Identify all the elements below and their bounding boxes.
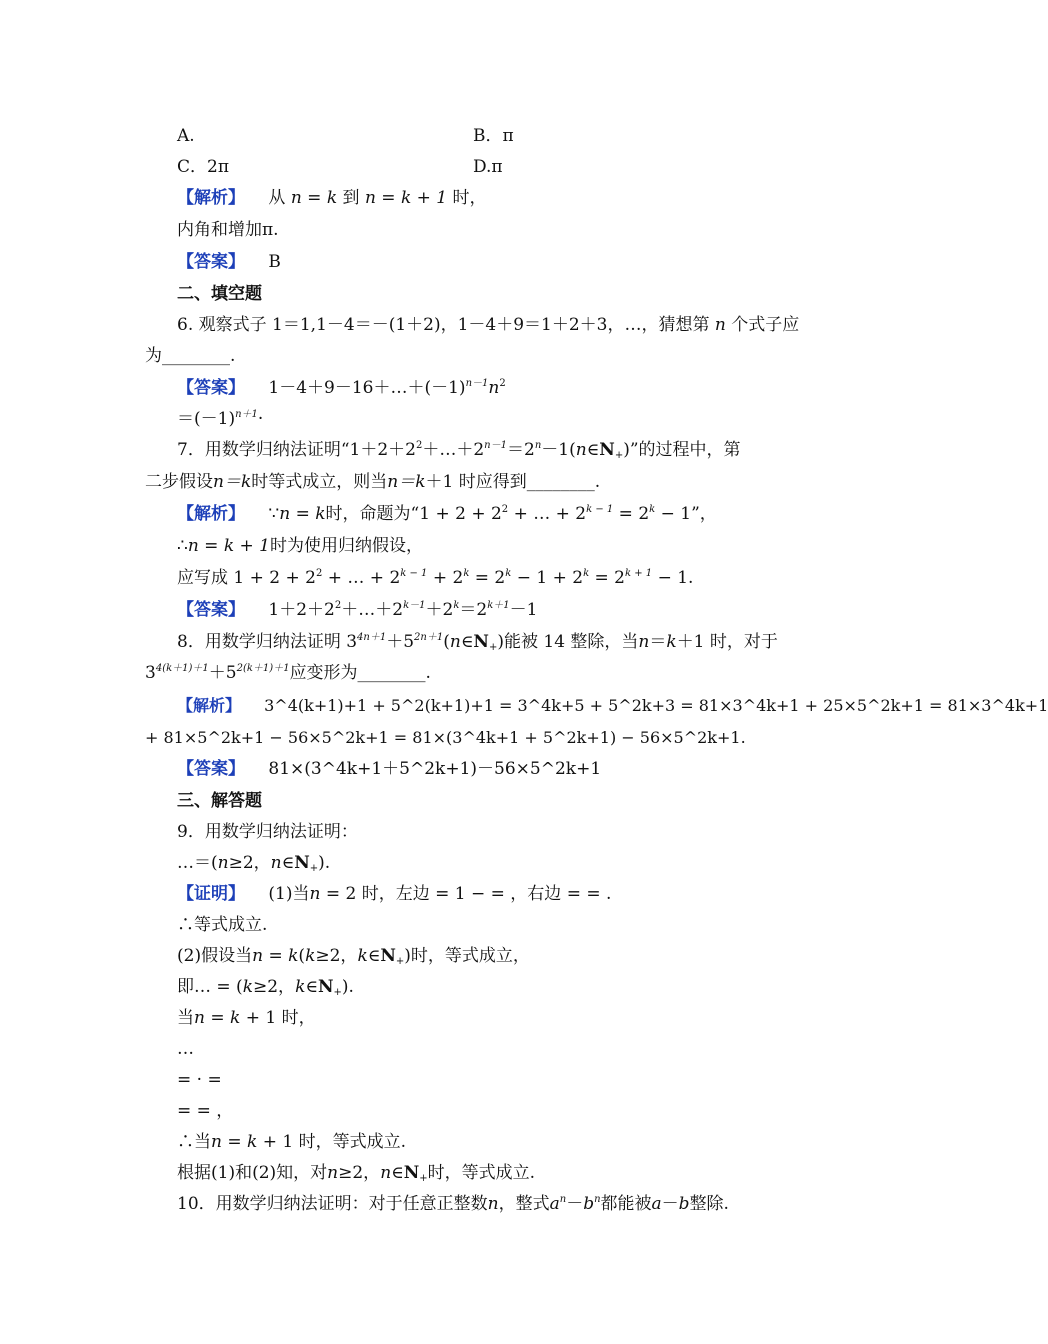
analysis-tag: 【解析】 (177, 504, 245, 524)
option-a: A. (177, 126, 195, 146)
option-c: C．2π (177, 157, 229, 177)
q9-proof-line10: 根据(1)和(2)知，对n≥2，$n\in N_+$时，等式成立. (177, 1163, 536, 1184)
q9-proof-line1: 【证明】 (1)当n = 2 时，左边 = 1 − = ，右边 = = . (177, 884, 612, 904)
q9-proof-line9: ∴当n = k + 1 时，等式成立. (177, 1132, 407, 1152)
q8-analysis-line: 【解析】 3^4(k+1)+1 + 5^2(k+1)+1 = 3^4k+5 + 5^2k+3 = 81×3^4k+1 + 25×5^2k+1 = 81×3^4k+1 (177, 696, 1048, 715)
q5-answer-line: 【答案】 B (177, 252, 281, 272)
analysis-tag: 【解析】 (177, 188, 245, 208)
q9-proof-line5: 当n = k + 1 时， (177, 1008, 316, 1028)
q10-stem: 10．用数学归纳法证明：对于任意正整数n，整式$a^n-b^n$都能被a－b整除. (177, 1194, 729, 1214)
q8-answer-line: 【答案】 81×(3^4k+1＋5^2k+1)－56×5^2k+1 (177, 759, 602, 779)
section-heading-solutions: 三、解答题 (177, 791, 262, 811)
q9-proof-line6: … (177, 1039, 194, 1059)
q9-stem-line2: …＝(n≥2，$n\in N_+$). (177, 853, 331, 874)
q8-stem-line2: $3^{4(k+1)+1}+5^{2(k+1)+1}$应变形为________. (145, 663, 431, 683)
q6-stem-line2: 为________. (145, 346, 236, 366)
q6-stem: 6. 观察式子 1＝1,1－4＝－(1＋2)，1－4＋9＝1＋2＋3，…，猜想第 n 个式子应 (177, 315, 800, 335)
proof-tag: 【证明】 (177, 884, 245, 904)
q9-stem: 9．用数学归纳法证明： (177, 822, 358, 842)
q5-analysis-line2: 内角和增加π. (177, 220, 279, 240)
q9-proof-line8: = = ， (177, 1101, 234, 1121)
q7-analysis-line: 【解析】 ∵n = k时，命题为“$1 + 2 + 2^2$ + … + $2^{k - 1} = 2^k - 1$”， (177, 504, 717, 524)
q8-analysis-line2: + 81×5^2k+1 − 56×5^2k+1 = 81×(3^4k+1 + 5^2k+1) − 56×5^2k+1. (145, 728, 746, 747)
option-d: D.π (473, 157, 503, 177)
answer-tag: 【答案】 (177, 252, 245, 272)
q7-stem-line2: 二步假设n＝k时等式成立，则当n＝k＋1 时应得到________. (145, 472, 601, 492)
q9-proof-line4: 即… = (k≥2，$k\in N_+$). (177, 977, 354, 998)
q7-answer-line: 【答案】 $1+2+2^2+\dots+2^{k-1}+2^k=2^{k+1}-1$ (177, 600, 538, 620)
answer-tag: 【答案】 (177, 600, 245, 620)
analysis-tag: 【解析】 (177, 696, 242, 715)
answer-tag: 【答案】 (177, 378, 245, 398)
option-b: B．π (473, 126, 514, 146)
q9-proof-line2: ∴等式成立. (177, 915, 268, 935)
q5-analysis-line: 【解析】 从 n = k 到 n = k + 1 时， (177, 188, 487, 208)
q7-stem: 7．用数学归纳法证明“$1+2+2^2+\dots+2^{n-1}=2^n-1(n\in N_+)$”的过程中，第 (177, 440, 741, 461)
section-heading-fill-blank: 二、填空题 (177, 284, 262, 304)
q7-analysis-line3: 应写成 $1 + 2 + 2^2$ + … + $2^{k - 1} + 2^k = 2^k - 1 + 2^k = 2^{k + 1} - 1$. (177, 568, 694, 588)
answer-tag: 【答案】 (177, 759, 245, 779)
q6-answer-line: 【答案】 $1-4+9-16+\dots+(-1)^{n-1}n^2$ (177, 378, 506, 398)
q6-answer-line2: $=(-1)^{n+1}\cdot$ (177, 409, 264, 429)
q8-stem: 8．用数学归纳法证明 $3^{4n+1}+5^{2n+1}(n\in N_+)$能被 14 整除，当n＝k＋1 时，对于 (177, 632, 778, 653)
q9-proof-line7: = · = (177, 1070, 222, 1090)
q7-analysis-line2: ∴n = k + 1时为使用归纳假设， (177, 536, 423, 556)
q9-proof-line3: (2)假设当n = k(k≥2，$k\in N_+$)时，等式成立， (177, 946, 530, 967)
